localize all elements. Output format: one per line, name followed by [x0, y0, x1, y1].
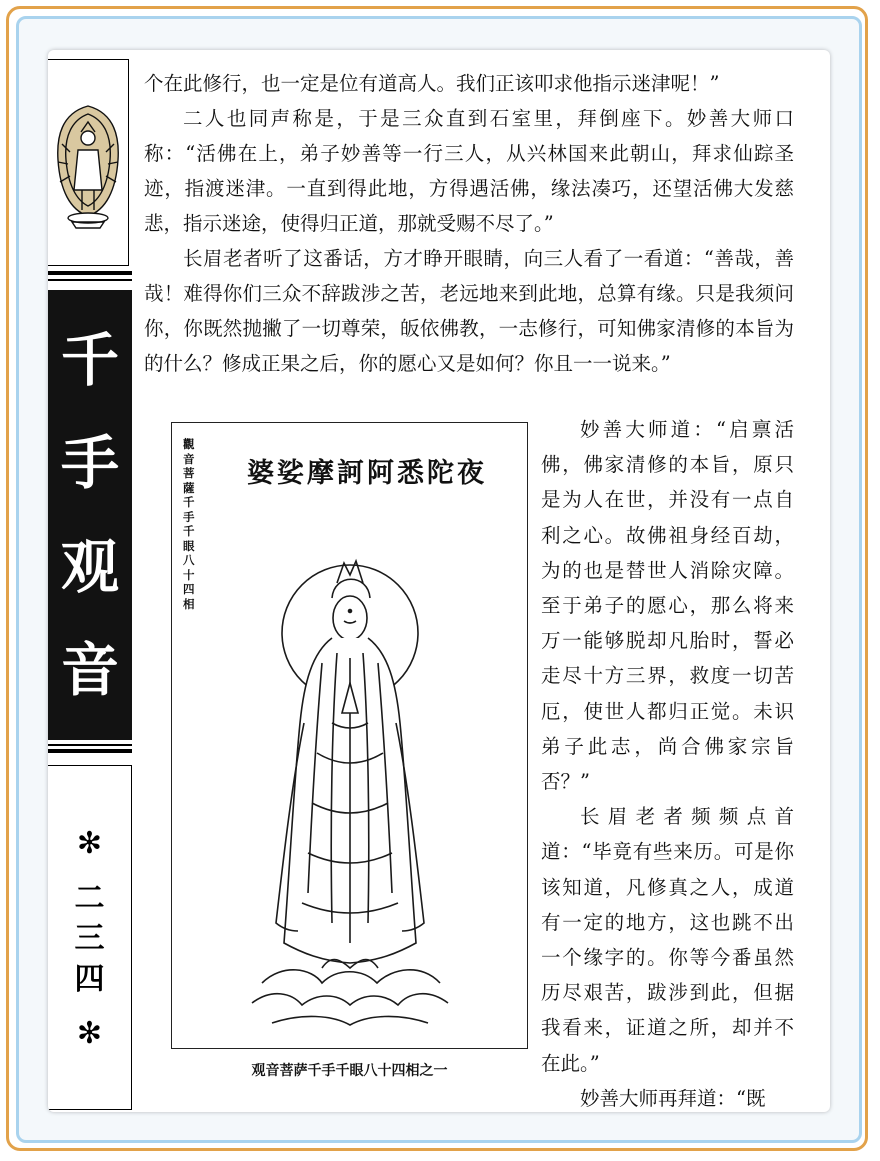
- title-char: 手: [60, 429, 119, 498]
- paragraph: 长眉老者频频点首道：“毕竟有些来历。可是你该知道，凡修真之人，成道有一定的地方，这也跳不出一个缘字的。你等今番虽然历尽艰苦，跋涉到此，但据我看来，证道之所，却并不在此。”: [541, 805, 794, 1075]
- paragraph: 长眉老者听了这番话，方才睁开眼睛，向三人看了一看道：“善哉，善哉！难得你们三众不辞跋涉之苦，老远地来到此地，总算有缘。只是我须问你，你既然抛撇了一切尊荣，皈依佛教，一志修行，可知佛家清修的本旨为的什么？修成正果之后，你的愿心又是如何？你且一一说来。”: [144, 247, 794, 375]
- ornament-icon: ✻: [76, 1016, 103, 1051]
- book-page: [48, 50, 830, 1112]
- rule-bottom-1: [48, 744, 132, 746]
- page-number-char: 四: [74, 961, 105, 997]
- body-text-side: [541, 412, 794, 1112]
- title-char: 观: [60, 532, 119, 601]
- illustration-caption: 观音菩萨千手千眼八十四相之一: [251, 1063, 448, 1079]
- guanyin-figure-icon: [172, 423, 529, 1050]
- paragraph: 妙善大师道：“启禀活佛，佛家清修的本旨，原只是为人在世，并没有一点自利之心。故佛祖身经百劫，为的也是替世人消除灾障。至于弟子的愿心，那么将来万一能够脱却凡胎时，誓必走尽十方三界，救度一切苦厄，使世人都归正觉。未识弟子此志，尚合佛家宗旨否？”: [541, 418, 794, 794]
- rule-bottom-2: [48, 749, 132, 753]
- ornament-icon: ✻: [76, 826, 103, 861]
- body-text-full: [144, 66, 794, 381]
- illustration-heading: 婆娑摩訶阿悉陀夜: [247, 458, 487, 489]
- page-number-box: [48, 765, 132, 1110]
- guanyin-illustration: [171, 422, 528, 1049]
- rule-top-2: [48, 279, 132, 281]
- title-char: 千: [60, 325, 119, 394]
- paragraph: 妙善大师再拜道：“既: [580, 1086, 766, 1110]
- page-number-char: 三: [74, 921, 105, 956]
- paragraph: 二人也同声称是，于是三众直到石室里，拜倒座下。妙善大师口称：“活佛在上，弟子妙善等一行三人，从兴林国来此朝山，拜求仙踪圣迹，指渡迷津。一直到得此地，方得遇活佛，缘法凑巧，还望活佛大发慈悲，指示迷途，使得归正道，那就受赐不尽了。”: [144, 107, 794, 235]
- illustration-inscription: 觀音菩薩千手千眼八十四相: [183, 437, 195, 611]
- emblem-box: [48, 59, 129, 266]
- paragraph: 个在此修行，也一定是位有道高人。我们正该叩求他指示迷津呢！”: [144, 72, 720, 95]
- book-title: [48, 290, 132, 740]
- rule-top-1: [48, 271, 132, 275]
- guanyin-emblem-icon: [48, 60, 129, 267]
- title-char: 音: [60, 636, 119, 705]
- page-number-char: 二: [74, 880, 105, 916]
